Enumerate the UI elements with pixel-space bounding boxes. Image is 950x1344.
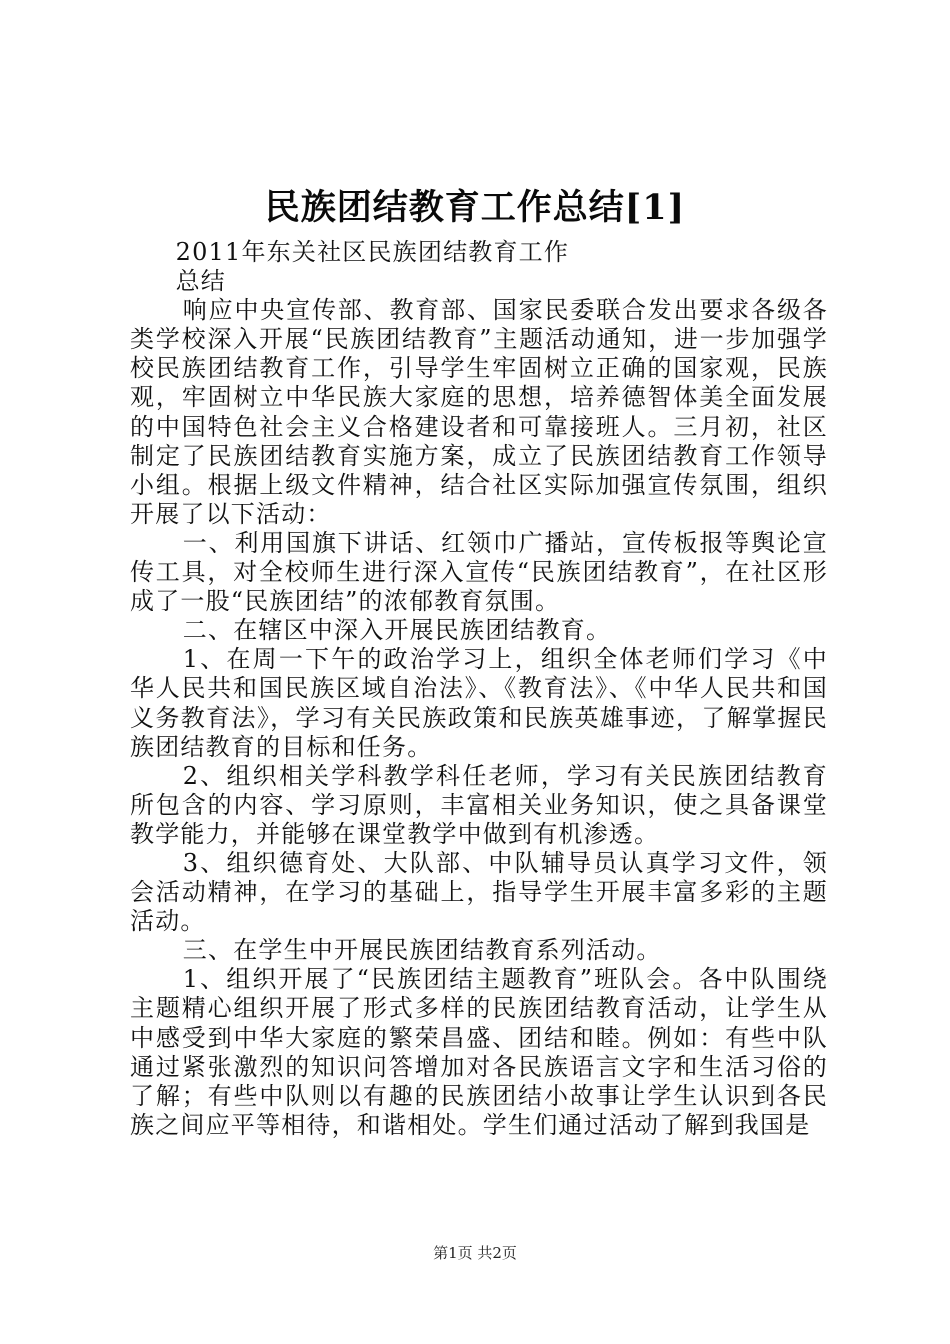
paragraph-section-3-item-1: 1、组织开展了“民族团结主题教育”班队会。各中队围绕主题精心组织开展了形式多样的民族团结教育活动，让学生从中感受到中华大家庭的繁荣昌盛、团结和睦。例如：有些中队通过紧张激烈的知识问答增加对各民族语言文字和生活习俗的了解；有些中队则以有趣的民族团结小故事让学生认识到各民族之间应平等相待，和谐相处。学生们通过活动了解到我国是 (130, 965, 828, 1139)
paragraph-section-2-item-3: 3、组织德育处、大队部、中队辅导员认真学习文件，领会活动精神，在学习的基础上，指导学生开展丰富多彩的主题活动。 (130, 848, 828, 936)
document-body (130, 238, 828, 1140)
paragraph-intro: 响应中央宣传部、教育部、国家民委联合发出要求各级各类学校深入开展“民族团结教育”主题活动通知，进一步加强学校民族团结教育工作，引导学生牢固树立正确的国家观，民族观，牢固树立中华民族大家庭的思想，培养德智体美全面发展的中国特色社会主义合格建设者和可靠接班人。三月初，社区制定了民族团结教育实施方案，成立了民族团结教育工作领导小组。根据上级文件精神，结合社区实际加强宣传氛围，组织开展了以下活动： (130, 296, 828, 528)
paragraph-section-1: 一、利用国旗下讲话、红领巾广播站，宣传板报等舆论宣传工具，对全校师生进行深入宣传“民族团结教育”，在社区形成了一股“民族团结”的浓郁教育氛围。 (130, 528, 828, 616)
page-footer: 第1页 共2页 (433, 1244, 517, 1262)
paragraph-section-3-heading: 三、在学生中开展民族团结教育系列活动。 (182, 936, 662, 965)
document-subtitle-line2: 总结 (175, 267, 226, 296)
paragraph-section-2-heading: 二、在辖区中深入开展民族团结教育。 (182, 616, 612, 645)
paragraph-section-2-item-2: 2、组织相关学科教学科任老师，学习有关民族团结教育所包含的内容、学习原则，丰富相关业务知识，使之具备课堂教学能力，并能够在课堂教学中做到有机渗透。 (130, 761, 828, 848)
paragraph-section-2-item-1: 1、在周一下午的政治学习上，组织全体老师们学习《中华人民共和国民族区域自治法》、《教育法》、《中华人民共和国义务教育法》，学习有关民族政策和民族英雄事迹，了解掌握民族团结教育的目标和任务。 (130, 645, 828, 761)
document-title: 民族团结教育工作总结[1] (264, 187, 686, 228)
document-subtitle-line1: 2011年东关社区民族团结教育工作 (175, 238, 570, 266)
